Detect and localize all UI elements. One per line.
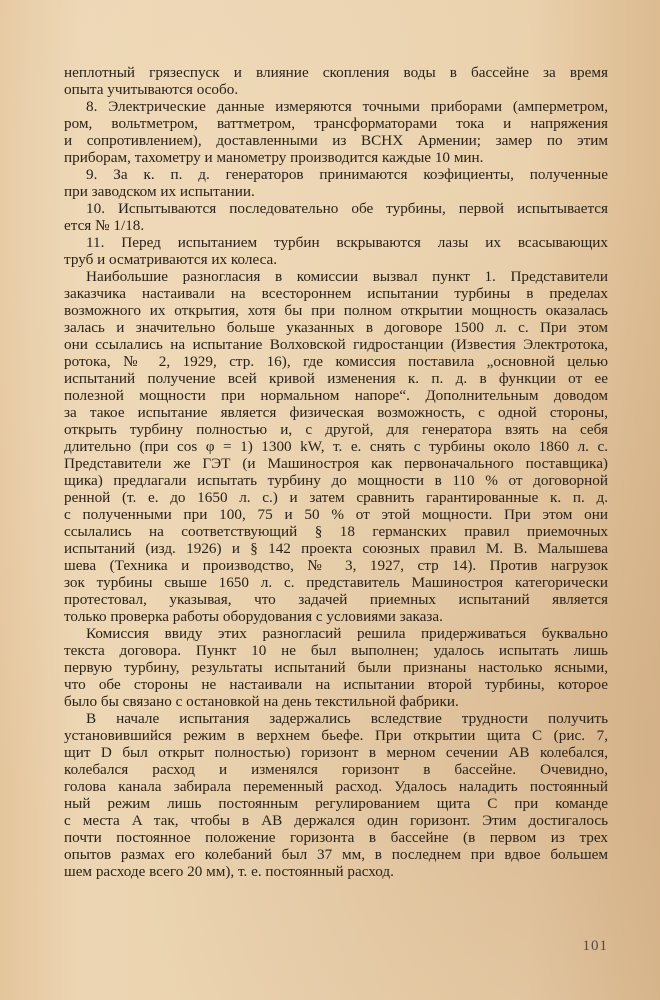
text-line: В начале испытания задержались вследствие трудности получить [86,710,608,727]
text-line: 11. Перед испытанием турбин вскрываются лазы их всасывающих [86,234,608,251]
text-line: заказчика настаивали на всестороннем испытании турбины в пределах [64,285,608,302]
text-line: 9. За к. п. д. генераторов принимаются коэфициенты, полученные [86,166,608,183]
text-line: протестовал, указывая, что задачей приемных испытаний является [64,591,608,608]
text-line: возможного их открытия, хотя бы при полном открытии мощность оказалась [64,302,608,319]
paragraph [64,625,608,710]
text-line: Комиссия ввиду этих разногласий решила придерживаться буквально [86,625,608,642]
text-line: щика) предлагали испытать турбину до мощности в 110 % от договорной [64,472,608,489]
text-line: почти постоянное положение горизонта в бассейне (в первом из трех [64,829,608,846]
text-line: труб и осматриваются их колеса. [64,251,278,268]
text-line: испытаний получение всей кривой изменения к. п. д. в функции от ее [64,370,608,387]
text-line: залась и значительно больше указанных в договоре 1500 л. с. При этом [64,319,608,336]
text-line: испытаний (изд. 1926) и § 142 проекта союзных правил М. В. Малышева [64,540,608,557]
text-line: зок турбины свыше 1650 л. с. представитель Машиностроя категорически [64,574,608,591]
body-text [64,64,608,880]
text-line: опыта учитываются особо. [64,81,239,98]
paragraph [64,234,608,268]
paragraph [64,710,608,880]
text-line: ротока, № 2, 1929, стр. 16), где комиссия поставила „основной целью [64,353,608,370]
text-line: было бы связано с остановкой на день текстильной фабрики. [64,693,459,710]
paragraph [64,166,608,200]
paragraph [64,268,608,625]
text-line: они ссылались на испытание Волховской гидростанции (Известия Электротока, [64,336,608,353]
text-line: голова канала забирала переменный расход. Удалось наладить постоянный [64,778,608,795]
text-line: приборам, тахометру и манометру производится каждые 10 мин. [64,149,484,166]
text-line: ссылались на соответствующий § 18 германских правил приемочных [64,523,608,540]
text-line: ный режим лишь постоянным регулированием щита С при команде [64,795,608,812]
text-line: шева (Техника и производство, № 3, 1927, стр 14). Против нагрузок [64,557,608,574]
text-line: полезной мощности при нормальном напоре“. Дополнительным доводом [64,387,608,404]
text-line: ется № 1/18. [64,217,145,234]
text-line: шем расходе всего 20 мм), т. е. постоянный расход. [64,863,394,880]
text-line: 10. Испытываются последовательно обе турбины, первой испытывается [86,200,608,217]
text-line: Наибольшие разногласия в комиссии вызвал пункт 1. Представители [86,268,608,285]
text-line: установившийся режим в верхнем бьефе. При открытии щита С (рис. 7, [64,727,608,744]
page-number: 101 [582,938,608,954]
text-line: 8. Электрические данные измеряются точными приборами (амперметром, [86,98,608,115]
text-line: за такое испытание является физическая возможность, с одной стороны, [64,404,608,421]
text-line: опытов размах его колебаний был 37 мм, в последнем при вдвое большем [64,846,608,863]
text-line: только проверка работы оборудования с условиями заказа. [64,608,443,625]
text-line: ренной (т. е. до 1650 л. с.) и затем сравнить гарантированные к. п. д. [64,489,608,506]
paragraph [64,64,608,98]
text-line: что обе стороны не настаивали на испытании второй турбины, которое [64,676,608,693]
text-line: Представители же ГЭТ (и Машиностроя как первоначального поставщика) [64,455,608,472]
text-line: первую турбину, результаты испытаний были признаны настолько ясными, [64,659,608,676]
text-line: текста договора. Пункт 10 не был выполнен; удалось испытать лишь [64,642,608,659]
text-line: ром, вольтметром, ваттметром, трансформаторами тока и напряжения [64,115,608,132]
text-line: неплотный грязеспуск и влияние скопления воды в бассейне за время [64,64,608,81]
text-line: с полученными при 100, 75 и 50 % от этой мощности. При этом они [64,506,608,523]
text-line: с места A так, чтобы в AB держался один горизонт. Этим достигалось [64,812,608,829]
text-line: при заводском их испытании. [64,183,255,200]
text-line: щит D был открыт полностью) горизонт в мерном сечении AB колебался, [64,744,608,761]
text-line: длительно (при cos φ = 1) 1300 kW, т. е. снять с турбины около 1860 л. с. [64,438,608,455]
paragraph [64,200,608,234]
text-line: и сопротивлением), доставленными из ВСНХ Армении; замер по этим [64,132,608,149]
paragraph [64,98,608,166]
text-line: открыть турбину полностью и, с другой, для генератора взять на себя [64,421,608,438]
text-line: колебался расход и изменялся горизонт в бассейне. Очевидно, [64,761,608,778]
